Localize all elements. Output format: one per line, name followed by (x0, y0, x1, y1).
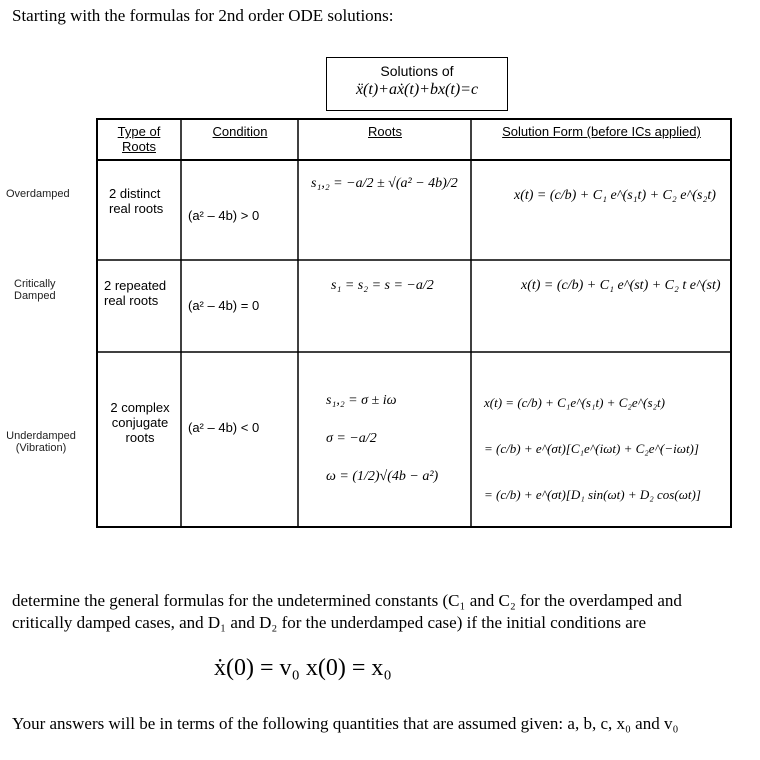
side-label-line: Underdamped (6, 430, 76, 442)
solution-line: = (c/b) + e^(σt)[C₁e^(iωt) + C₂e^(−iωt)] (484, 441, 699, 456)
side-label-underdamped (5, 430, 77, 454)
title-box (326, 57, 508, 111)
title-line-2: ẍ(t)+aẋ(t)+bx(t)=c (355, 81, 479, 98)
row-underdamped-roots (326, 382, 468, 496)
row-underdamped-solution (484, 380, 728, 518)
side-label-line: (Vibration) (15, 442, 67, 454)
row-underdamped-condition: (a² – 4b) < 0 (188, 420, 260, 435)
solutions-table (96, 118, 732, 528)
row-critically-damped-roots: s₁ = s₂ = s = −a/2 (331, 278, 434, 293)
type-line: real roots (104, 293, 159, 308)
given-text: Your answers will be in terms of the following quantities that are assumed given: a, b, c, x₀ and v₀ (12, 714, 679, 733)
type-line: 2 distinct (109, 186, 161, 201)
row-underdamped-type (105, 400, 175, 445)
row-critically-damped-condition: (a² – 4b) = 0 (188, 298, 260, 313)
header-roots: Roots (368, 124, 402, 139)
side-label-line: Overdamped (6, 188, 70, 200)
row-critically-damped-type (104, 278, 166, 308)
type-line: 2 complex (110, 400, 170, 415)
header-solution-form: Solution Form (before ICs applied) (502, 124, 701, 139)
row-overdamped-roots: s₁,₂ = −a/2 ± √(a² − 4b)/2 (311, 176, 458, 191)
title-line-1: Solutions of (380, 63, 454, 79)
question-text: determine the general formulas for the undetermined constants (C₁ and C₂ for the overdamped and critically damped cases, and D₁ and D₂ for the underdamped case) if the initial conditions are (12, 591, 682, 632)
type-line: 2 repeated (104, 278, 167, 293)
type-line: conjugate (111, 415, 169, 430)
side-label-critically-damped (14, 278, 56, 302)
root-line: ω = (1/2)√(4b − a²) (326, 469, 439, 484)
side-label-overdamped (6, 188, 70, 200)
row-critically-damped-solution: x(t) = (c/b) + C₁ e^(st) + C₂ t e^(st) (521, 278, 721, 293)
intro-text: Starting with the formulas for 2nd order ODE solutions: (12, 6, 394, 25)
side-label-line: Damped (14, 290, 56, 302)
row-overdamped-condition: (a² – 4b) > 0 (188, 208, 260, 223)
header-condition: Condition (212, 124, 268, 139)
root-line: σ = −a/2 (326, 431, 377, 446)
header-type-of-roots: Type of Roots (117, 124, 161, 154)
type-line: real roots (109, 201, 164, 216)
solution-line: = (c/b) + e^(σt)[D₁ sin(ωt) + D₂ cos(ωt)] (484, 487, 701, 502)
row-overdamped-type (109, 186, 163, 216)
row-overdamped-solution: x(t) = (c/b) + C₁ e^(s₁t) + C₂ e^(s₂t) (514, 188, 716, 203)
initial-conditions: ẋ(0) = v₀ x(0) = x₀ (214, 655, 392, 681)
type-line: roots (125, 430, 155, 445)
solution-line: x(t) = (c/b) + C₁e^(s₁t) + C₂e^(s₂t) (484, 395, 665, 410)
side-label-line: Critically (14, 278, 56, 290)
root-line: s₁,₂ = σ ± iω (326, 393, 397, 408)
